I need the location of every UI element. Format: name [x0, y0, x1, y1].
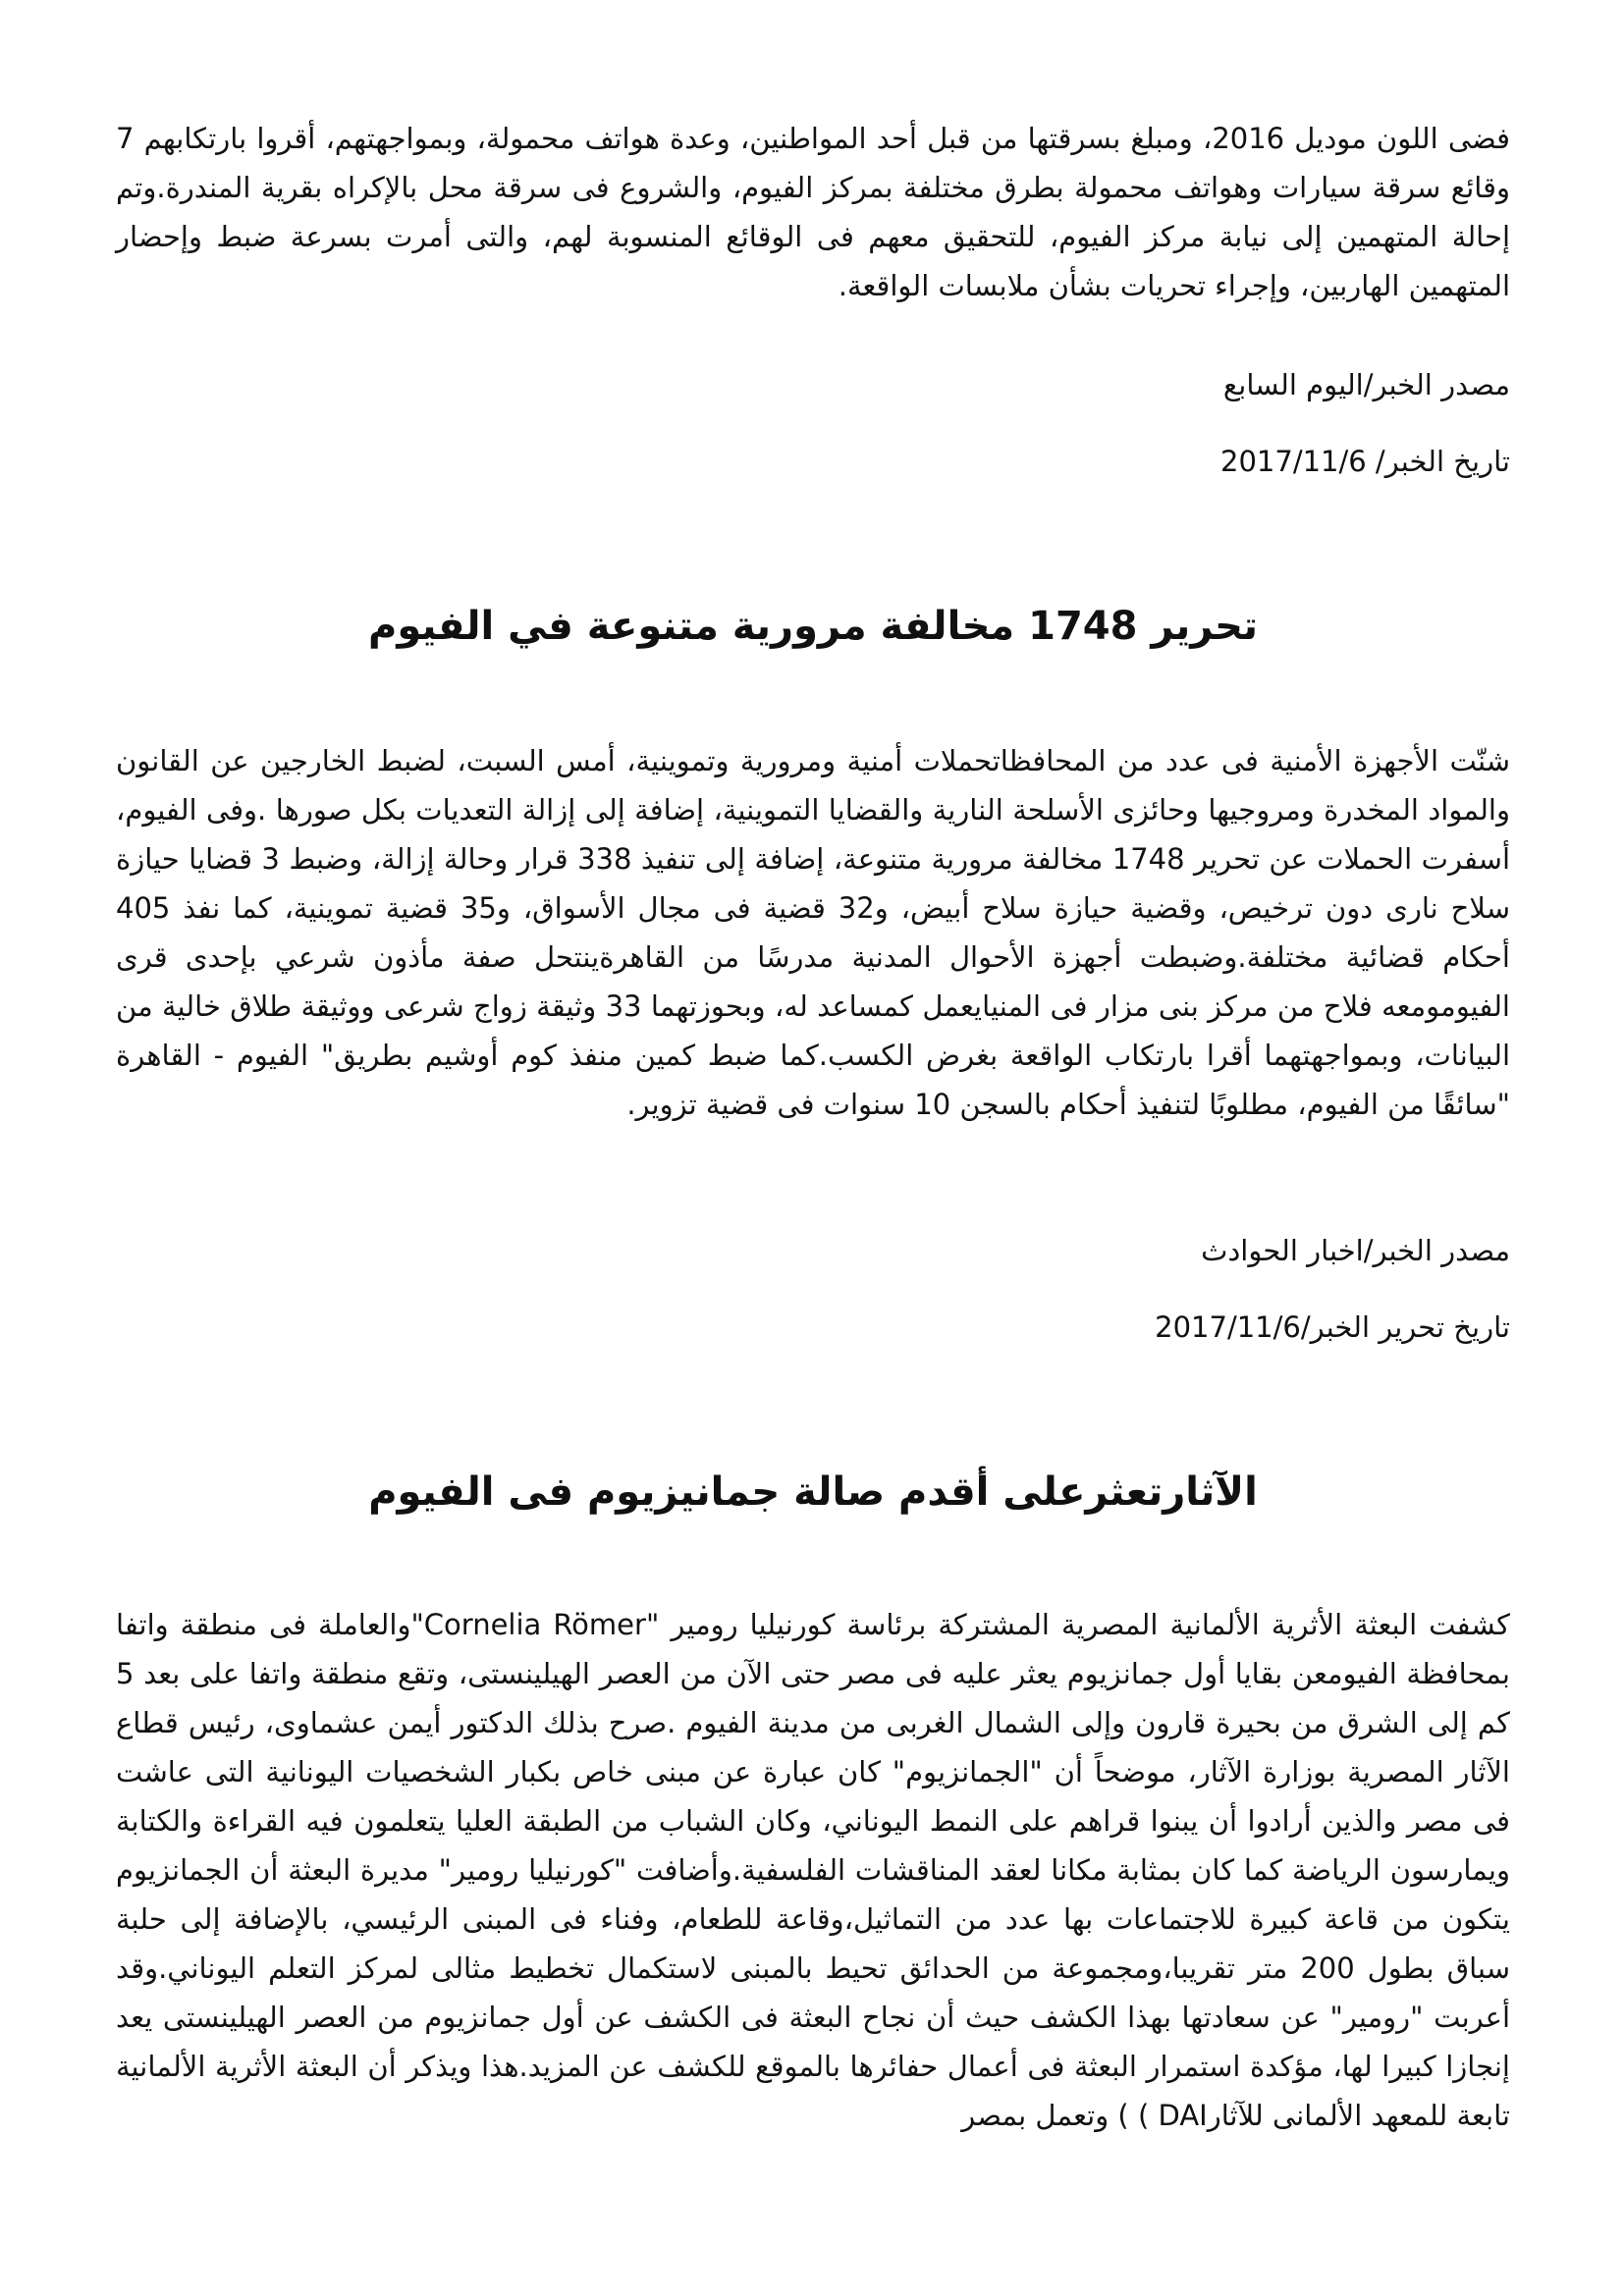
article3-body: كشفت البعثة الأثرية الألمانية المصرية المشتركة برئاسة كورنيليا رومير "Cornelia Römer"والعاملة فى منطقة واتفا بمحافظة الفيومعن بقايا أول جمانزيوم يعثر عليه فى مصر حتى الآن من العصر الهيلينستى، وتقع منطقة واتفا على بعد 5 كم إلى الشرق من بحيرة قارون وإلى الشمال الغربى من مدينة الفيوم .صرح بذلك الدكتور أيمن عشماوى، رئيس قطاع الآثار المصرية بوزارة الآثار، موضحاً أن "الجمانزيوم" كان عبارة عن مبنى خاص بكبار الشخصيات اليونانية التى عاشت فى مصر والذين أرادوا أن يبنوا قراهم على النمط اليوناني، وكان الشباب من الطبقة العليا يتعلمون فيه القراءة والكتابة ويمارسون الرياضة كما كان بمثابة مكانا لعقد المناقشات الفلسفية.وأضافت "كورنيليا رومير" مديرة البعثة أن الجمانزيوم يتكون من قاعة كبيرة للاجتماعات بها عدد من التماثيل،وقاعة للطعام، وفناء فى المبنى الرئيسي، بالإضافة إلى حلبة سباق بطول 200 متر تقريبا،ومجموعة من الحدائق تحيط بالمبنى لاستكمال تخطيط مثالى لمركز التعلم اليوناني.وقد أعربت "رومير" عن سعادتها بهذا الكشف حيث أن نجاح البعثة فى الكشف عن أول جمانزيوم من العصر الهيلينستى يعد إنجازا كبيرا لها، مؤكدة استمرار البعثة فى أعمال حفائرها بالموقع للكشف عن المزيد.هذا ويذكر أن البعثة الأثرية الألمانية تابعة للمعهد الألمانى للآثارDAI ) ) وتعمل بمصر — [116, 1608, 1510, 2132]
article1-body: فضى اللون موديل 2016، ومبلغ بسرقتها من قبل أحد المواطنين، وعدة هواتف محمولة، وبمواجهتهم، أقروا بارتكابهم 7 وقائع سرقة سيارات وهواتف محمولة بطرق مختلفة بمركز الفيوم، والشروع فى سرقة محل بالإكراه بقرية المندرة.وتم إحالة المتهمين إلى نيابة مركز الفيوم، للتحقيق معهم فى الوقائع المنسوبة لهم، والتى أمرت بسرعة ضبط وإحضار المتهمين الهاربين، وإجراء تحريات بشأن ملابسات الواقعة. — [116, 122, 1510, 302]
article1-source: مصدر الخبر/اليوم السابع — [1222, 368, 1510, 401]
article2-title: تحرير 1748 مخالفة مرورية متنوعة في الفيوم — [368, 604, 1258, 649]
article1-date: تاريخ الخبر/ 2017/11/6 — [1220, 445, 1510, 478]
article3-title: الآثارتعثرعلى أقدم صالة جمانيزيوم فى الفيوم — [368, 1469, 1258, 1515]
article2-source: مصدر الخبر/اخبار الحوادث — [1201, 1234, 1510, 1267]
article2-date: تاريخ تحرير الخبر/2017/11/6 — [1155, 1310, 1510, 1344]
article2-body: شنّت الأجهزة الأمنية فى عدد من المحافظاتحملات أمنية ومرورية وتموينية، أمس السبت، لضبط الخارجين عن القانون والمواد المخدرة ومروجيها وحائزى الأسلحة النارية والقضايا التموينية، إضافة إلى إزالة التعديات بكل صورها .وفى الفيوم، أسفرت الحملات عن تحرير 1748 مخالفة مرورية متنوعة، إضافة إلى تنفيذ 338 قرار وحالة إزالة، وضبط 3 قضايا حيازة سلاح نارى دون ترخيص، وقضية حيازة سلاح أبيض، و32 قضية فى مجال الأسواق، و35 قضية تموينية، كما نفذ 405 أحكام قضائية مختلفة.وضبطت أجهزة الأحوال المدنية مدرسًا من القاهرةينتحل صفة مأذون شرعي بإحدى قرى الفيومومعه فلاح من مركز بنى مزار فى المنيايعمل كمساعد له، وبحوزتهما 33 وثيقة زواج شرعى ووثيقة طلاق خالية من البيانات، وبمواجهتهما أقرا بارتكاب الواقعة بغرض الكسب.كما ضبط كمين منفذ كوم أوشيم بطريق" الفيوم - القاهرة "سائقًا من الفيوم، مطلوبًا لتنفيذ أحكام بالسجن 10 سنوات فى قضية تزوير. — [116, 744, 1511, 1121]
